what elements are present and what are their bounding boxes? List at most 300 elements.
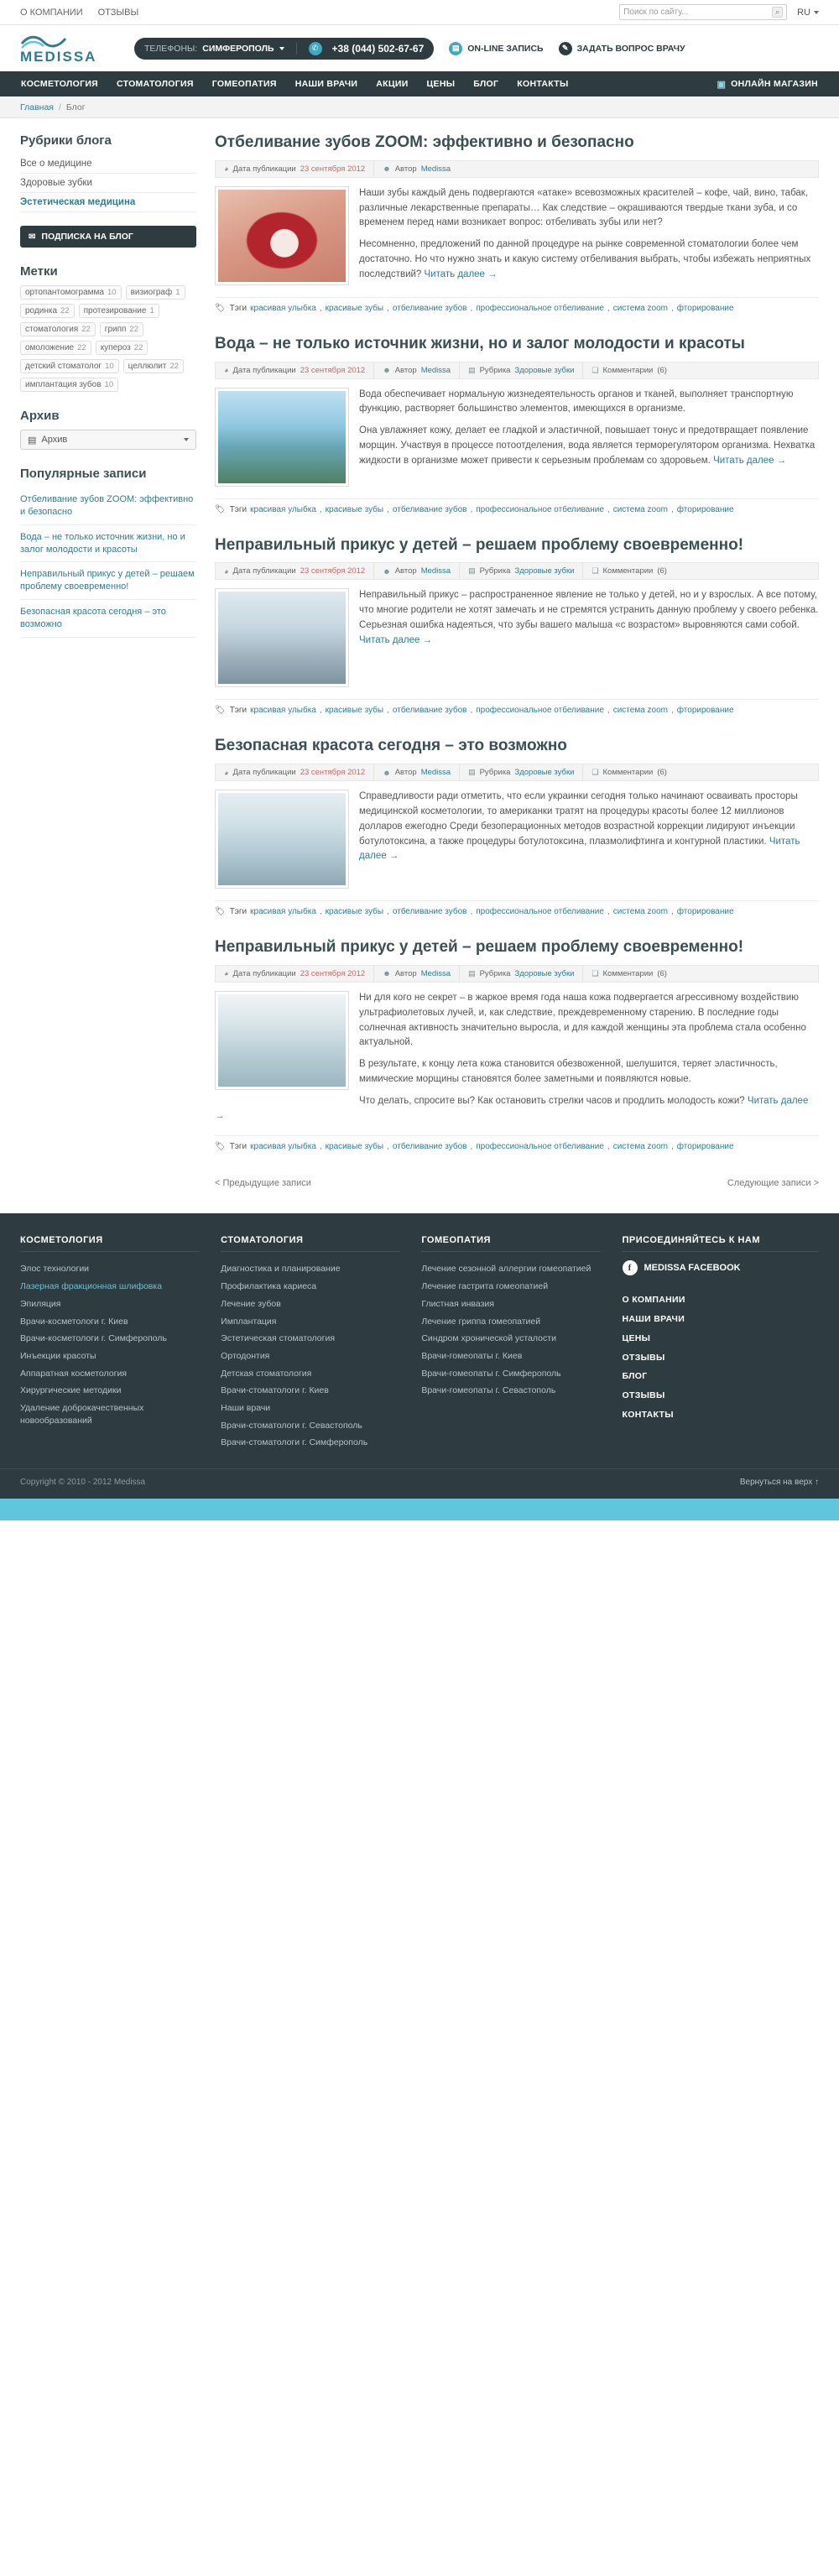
nav-item-cosmetology[interactable]: КОСМЕТОЛОГИЯ xyxy=(21,79,99,89)
tag-icon: 🏷 xyxy=(215,303,226,313)
post-tag-link[interactable]: фторирование xyxy=(676,907,734,917)
post-tags-label-wrap xyxy=(215,706,247,715)
list-item[interactable] xyxy=(421,1382,600,1400)
post-tag-link[interactable]: красивые зубы xyxy=(325,907,384,917)
post-tag-link[interactable]: профессиональное отбеливание xyxy=(476,303,604,313)
list-item[interactable] xyxy=(623,1405,819,1425)
calendar-icon: ▤ xyxy=(28,435,37,446)
read-more-link[interactable]: Читать далее → xyxy=(359,634,433,645)
post-tags: 🏷 Тэги красивая улыбка , красивые зубы , отбеливание зубов , профессиональное отбеливание , система zoom , фторирование xyxy=(215,297,819,313)
list-item[interactable] xyxy=(20,1348,199,1365)
post-comments-count: (6) xyxy=(657,768,667,778)
post-thumbnail[interactable] xyxy=(215,588,349,687)
post-paragraph: Вода обеспечивает нормальную жизнедеятельность органов и тканей, выполняет транспортную функцию, растворяет большинство элементов, имеющихся в организме. xyxy=(359,388,794,415)
sidebar-rubrics-title: Рубрики блога xyxy=(20,133,112,148)
footer-link: Хирургические методики xyxy=(20,1385,122,1396)
list-item[interactable] xyxy=(221,1313,399,1331)
post-rubric-label: Рубрика xyxy=(479,968,511,978)
post-body xyxy=(215,186,819,292)
footer-link: Лечение гриппа гомеопатией xyxy=(421,1316,541,1327)
back-to-top-link[interactable]: Вернуться на верх ↑ xyxy=(739,1478,819,1488)
main-navigation xyxy=(0,71,839,96)
list-item[interactable] xyxy=(20,1400,199,1429)
list-item[interactable] xyxy=(221,1260,399,1278)
tag-chip[interactable] xyxy=(126,285,185,300)
post-author xyxy=(374,161,459,177)
sidebar-item-label: Здоровые зубки xyxy=(20,178,92,188)
post-rubric-value[interactable]: Здоровые зубки xyxy=(514,968,575,978)
comment-icon: ❏ xyxy=(591,365,599,374)
post-title[interactable]: Неправильный прикус у детей – решаем проблему своевременно! xyxy=(215,938,744,957)
post-tags-label: Тэги xyxy=(229,706,248,716)
tag-label: родинка xyxy=(25,306,58,315)
footer-link-list xyxy=(20,1260,199,1429)
tag-icon: 🏷 xyxy=(215,1142,226,1152)
list-item[interactable] xyxy=(20,1296,199,1313)
list-item[interactable] xyxy=(20,1313,199,1331)
sidebar-item-healthy-teeth[interactable] xyxy=(20,174,196,193)
post-tag-link[interactable]: фторирование xyxy=(676,303,734,313)
nav-item-blog[interactable]: БЛОГ xyxy=(473,79,499,89)
tag-cloud xyxy=(20,285,196,392)
tag-chip[interactable] xyxy=(96,341,149,355)
post-date-value: 23 сентября 2012 xyxy=(300,566,366,576)
read-more-link[interactable]: Читать далее → xyxy=(215,1095,809,1121)
popular-post-link: Вода – не только источник жизни, но и залог молодости и красоты xyxy=(20,531,185,555)
post-tag-link[interactable]: красивая улыбка xyxy=(250,706,316,716)
tag-icon: 🏷 xyxy=(215,706,226,716)
post-tags: 🏷 Тэги красивая улыбка , красивые зубы , отбеливание зубов , профессиональное отбеливание , система zoom , фторирование xyxy=(215,498,819,514)
utility-link-reviews[interactable]: ОТЗЫВЫ xyxy=(97,7,139,18)
list-item[interactable] xyxy=(421,1313,600,1331)
post-tag-link[interactable]: система zoom xyxy=(612,706,668,716)
tag-chip[interactable] xyxy=(100,322,143,336)
read-more-link[interactable]: Читать далее → xyxy=(424,269,498,279)
post-tag-link[interactable]: система zoom xyxy=(612,907,668,917)
list-item[interactable] xyxy=(20,1278,199,1296)
read-more-link[interactable]: Читать далее → xyxy=(359,836,800,862)
sidebar-item-aesthetic-medicine[interactable] xyxy=(20,193,196,212)
chevron-down-icon xyxy=(184,438,189,441)
copyright-bar xyxy=(0,1468,839,1499)
tag-label: стоматология xyxy=(25,325,79,334)
footer-link: Имплантация xyxy=(221,1316,277,1327)
search-input[interactable] xyxy=(619,4,787,20)
phones-label: ТЕЛЕФОНЫ: xyxy=(144,43,198,54)
facebook-link[interactable] xyxy=(623,1260,819,1275)
post-tag-link[interactable]: отбеливание зубов xyxy=(392,1142,467,1152)
list-item[interactable] xyxy=(421,1365,600,1383)
post-comments xyxy=(583,764,675,780)
tag-count: 22 xyxy=(77,343,86,352)
footer-link: Синдром хронической усталости xyxy=(421,1333,556,1344)
post-image-water-splash-face xyxy=(218,994,346,1087)
post-author-label: Автор xyxy=(394,968,417,978)
utility-bar xyxy=(0,0,839,25)
post-image-drinking-water xyxy=(218,391,346,483)
ask-doctor-button[interactable] xyxy=(559,42,685,55)
tag-chip[interactable] xyxy=(20,341,91,355)
footer-link: Ортодонтия xyxy=(221,1350,270,1361)
post-list xyxy=(215,133,819,1188)
list-item[interactable] xyxy=(623,1386,819,1405)
phone-number[interactable]: +38 (044) 502-67-67 xyxy=(331,42,425,55)
post-paragraph-text: Что делать, спросите вы? Как остановить стрелки часов и продлить молодость кожи? xyxy=(359,1095,745,1106)
post-author-value[interactable]: Medissa xyxy=(420,566,451,576)
read-more-link[interactable]: Читать далее → xyxy=(713,455,787,466)
post-tag-link[interactable]: фторирование xyxy=(676,706,734,716)
blog-post xyxy=(215,938,819,1151)
site-footer xyxy=(0,1213,839,1468)
post-rubric-value[interactable]: Здоровые зубки xyxy=(514,365,575,375)
tag-chip[interactable] xyxy=(20,304,75,318)
tag-label: омоложение xyxy=(25,343,75,352)
tag-count: 22 xyxy=(129,325,138,334)
search-placeholder: Поиск по сайту... xyxy=(623,8,689,17)
tag-chip[interactable] xyxy=(79,304,159,318)
breadcrumb xyxy=(0,96,839,118)
footer-link: Лечение зубов xyxy=(221,1298,281,1309)
facebook-label: MEDISSA FACEBOOK xyxy=(644,1263,741,1274)
sidebar-archive-title: Архив xyxy=(20,409,60,423)
footer-link: ОТЗЫВЫ xyxy=(622,1352,665,1363)
tag-label: протезирование xyxy=(83,306,147,315)
list-item[interactable] xyxy=(221,1348,399,1365)
footer-column-homeopathy xyxy=(421,1235,600,1452)
post-paragraph-text: Неправильный прикус – распространенное явление не только у детей, но и у взрослых. А все потому, что многие родители не хотят замечать и не стремятся устранить данную проблему у своего ребенка. Серьезная ошибка надеяться, что зубы вашего малыша «с возрастом» выровняются сами собой. xyxy=(359,590,819,631)
list-item[interactable] xyxy=(221,1400,399,1417)
list-item[interactable] xyxy=(221,1417,399,1435)
post-paragraph: Наши зубы каждый день подвергаются «атаке» всевозможных красителей – кофе, чай, вино, табак, различные лекарственные препараты… Как следствие – окрашиваются твердые ткани зуба, и со временем перед нами возникает вопрос: отбеливать зубы или нет? xyxy=(359,187,809,228)
post-body xyxy=(215,790,819,895)
user-icon: ☻ xyxy=(383,566,391,576)
post-title[interactable]: Отбеливание зубов ZOOM: эффективно и безопасно xyxy=(215,133,634,151)
comment-icon: ❏ xyxy=(591,768,599,777)
footer-link: Врачи-гомеопаты г. Севастополь xyxy=(421,1385,556,1396)
post-tag-link[interactable]: система zoom xyxy=(612,504,668,514)
list-item[interactable] xyxy=(421,1330,600,1348)
post-tags-label: Тэги xyxy=(229,907,248,917)
post-tags: 🏷 Тэги красивая улыбка , красивые зубы , отбеливание зубов , профессиональное отбеливание , система zoom , фторирование xyxy=(215,1135,819,1151)
header-contacts xyxy=(134,38,819,60)
footer-link: Лазерная фракционная шлифовка xyxy=(20,1281,163,1292)
sidebar-rubrics-list xyxy=(20,154,196,212)
post-tag-link[interactable]: красивые зубы xyxy=(325,504,384,514)
pagination-prev[interactable]: < Предыдущие записи xyxy=(215,1178,311,1189)
post-meta xyxy=(215,965,819,983)
tag-count: 22 xyxy=(60,306,70,315)
city-selector-value[interactable]: СИМФЕРОПОЛЬ xyxy=(202,43,274,54)
list-item[interactable] xyxy=(221,1278,399,1296)
logo[interactable] xyxy=(20,32,129,65)
tag-label: целлюлит xyxy=(128,362,167,371)
sidebar-item-all-medicine[interactable] xyxy=(20,154,196,174)
tag-label: имплантация зубов xyxy=(25,380,102,389)
post-author-value[interactable]: Medissa xyxy=(420,968,451,978)
user-icon: ☻ xyxy=(383,366,391,375)
tag-chip[interactable] xyxy=(20,378,118,392)
phone-icon: ✆ xyxy=(309,42,322,55)
post-thumbnail[interactable] xyxy=(215,388,349,487)
post-tag-link[interactable]: отбеливание зубов xyxy=(392,706,467,716)
post-tag-link[interactable]: красивая улыбка xyxy=(250,907,316,917)
footer-link-list xyxy=(221,1260,399,1452)
post-tag-link[interactable]: красивая улыбка xyxy=(250,1142,316,1152)
post-author xyxy=(374,563,460,579)
post-tag-link[interactable]: профессиональное отбеливание xyxy=(476,504,604,514)
post-comments xyxy=(583,966,675,982)
logo-text: MEDISSA xyxy=(20,48,97,65)
post-tag-link[interactable]: отбеливание зубов xyxy=(392,303,467,313)
footer-link: НАШИ ВРАЧИ xyxy=(622,1314,685,1325)
post-tag-link[interactable]: система zoom xyxy=(612,303,668,313)
footer-link: Врачи-косметологи г. Киев xyxy=(20,1316,128,1327)
clock-icon: ◕ xyxy=(224,366,229,375)
post-comments-count: (6) xyxy=(657,566,667,576)
list-item[interactable] xyxy=(221,1330,399,1348)
divider xyxy=(296,43,297,55)
post-author-value[interactable]: Medissa xyxy=(420,768,451,778)
tag-count: 10 xyxy=(107,288,117,297)
list-item[interactable] xyxy=(221,1434,399,1452)
folder-icon: ▤ xyxy=(468,365,476,374)
tag-chip[interactable] xyxy=(20,322,96,336)
footer-column-title: ГОМЕОПАТИЯ xyxy=(421,1235,600,1252)
post-image-spa-treatment xyxy=(218,793,346,885)
post-author-label: Автор xyxy=(394,365,417,375)
utility-links xyxy=(20,8,138,18)
post-paragraph-text: Справедливости ради отметить, что если украинки сегодня только начинают осваивать просторы медицинской косметологии, то американки тратят на процедуры красоты более 12 миллионов долларов ежегодно Среди безоперационных методов возрастной коррекции лидируют инъекции ботулотоксина, а также процедуры ботулотоксина, плазмолифтинга и контурной пластики. xyxy=(359,791,798,847)
footer-link: Лечение сезонной аллергии гомеопатией xyxy=(421,1264,591,1275)
nav-item-doctors[interactable]: НАШИ ВРАЧИ xyxy=(294,79,358,89)
post-tag-link[interactable]: красивая улыбка xyxy=(250,303,316,313)
post-date xyxy=(216,161,374,177)
tag-icon: 🏷 xyxy=(215,504,226,514)
nav-item-homeopathy[interactable]: ГОМЕОПАТИЯ xyxy=(211,79,277,89)
footer-link: Врачи-стоматологи г. Киев xyxy=(221,1385,329,1396)
footer-link: Врачи-гомеопаты г. Киев xyxy=(421,1350,523,1361)
nav-item-prices[interactable]: ЦЕНЫ xyxy=(426,79,456,89)
list-item[interactable] xyxy=(421,1348,600,1365)
post-tag-link[interactable]: красивые зубы xyxy=(325,1142,384,1152)
pagination-next[interactable]: Следующие записи > xyxy=(727,1178,819,1189)
utility-link-about[interactable]: О КОМПАНИИ xyxy=(20,7,83,18)
footer-link: БЛОГ xyxy=(622,1371,648,1382)
tag-chip[interactable] xyxy=(20,359,119,373)
list-item[interactable] xyxy=(20,1260,199,1278)
footer-link: Эпиляция xyxy=(20,1298,61,1309)
list-item[interactable] xyxy=(623,1348,819,1368)
list-item[interactable] xyxy=(20,525,196,563)
user-icon: ☻ xyxy=(383,768,391,777)
post-image-teeth-pearls xyxy=(218,190,346,282)
post-tag-link[interactable]: система zoom xyxy=(612,1142,668,1152)
tag-icon: 🏷 xyxy=(215,907,226,917)
post-meta xyxy=(215,562,819,580)
post-paragraph: В результате, к концу лета кожа становится обезвоженной, шелушится, теряет эластичность, мимические морщины становятся более заметными и появляются новые. xyxy=(359,1059,778,1085)
post-tags: 🏷 Тэги красивая улыбка , красивые зубы , отбеливание зубов , профессиональное отбеливание , система zoom , фторирование xyxy=(215,900,819,916)
post-author-value[interactable]: Medissa xyxy=(420,164,451,174)
post-body xyxy=(215,588,819,694)
post-tag-link[interactable]: профессиональное отбеливание xyxy=(476,1142,604,1152)
sidebar-item-label: Все о медицине xyxy=(20,159,92,169)
list-item[interactable] xyxy=(221,1382,399,1400)
post-title[interactable]: Безопасная красота сегодня – это возможно xyxy=(215,737,567,755)
list-item[interactable] xyxy=(623,1291,819,1310)
tag-chip[interactable] xyxy=(123,359,184,373)
chevron-down-icon xyxy=(814,11,819,14)
list-item[interactable] xyxy=(623,1310,819,1329)
footer-link: О КОМПАНИИ xyxy=(622,1295,685,1306)
list-item[interactable] xyxy=(20,1382,199,1400)
post-tag-link[interactable]: красивая улыбка xyxy=(250,504,316,514)
post-rubric-value[interactable]: Здоровые зубки xyxy=(514,768,575,778)
post-author xyxy=(374,966,460,982)
archive-select[interactable] xyxy=(20,430,196,450)
post-tag-link[interactable]: фторирование xyxy=(676,504,734,514)
post-thumbnail[interactable] xyxy=(215,991,349,1090)
nav-item-contacts[interactable]: КОНТАКТЫ xyxy=(517,79,569,89)
post-date-label: Дата публикации xyxy=(232,365,296,375)
post-meta xyxy=(215,362,819,379)
list-item[interactable] xyxy=(20,1330,199,1348)
site-header xyxy=(0,25,839,71)
footer-link: Врачи-стоматологи г. Севастополь xyxy=(221,1420,362,1431)
post-title[interactable]: Неправильный прикус у детей – решаем проблему своевременно! xyxy=(215,535,744,554)
post-tags-label-wrap xyxy=(215,1142,247,1151)
post-date xyxy=(216,563,374,579)
post-tag-link[interactable]: отбеливание зубов xyxy=(392,907,467,917)
list-item[interactable] xyxy=(421,1296,600,1313)
list-item[interactable] xyxy=(421,1260,600,1278)
list-item[interactable] xyxy=(623,1367,819,1386)
language-selector[interactable] xyxy=(797,8,819,18)
sidebar-popular-title: Популярные записи xyxy=(20,467,147,481)
post-rubric-label: Рубрика xyxy=(479,365,511,375)
post-paragraph xyxy=(215,1094,819,1124)
tag-count: 22 xyxy=(169,362,180,371)
post-thumbnail[interactable] xyxy=(215,186,349,285)
tag-count: 22 xyxy=(81,325,91,334)
post-comments-count: (6) xyxy=(657,365,667,375)
footer-link: Детская стоматология xyxy=(221,1368,312,1379)
post-title[interactable]: Вода – не только источник жизни, но и залог молодости и красоты xyxy=(215,334,745,352)
footer-link: Профилактика кариеса xyxy=(221,1281,317,1292)
footer-link: Глистная инвазия xyxy=(421,1298,494,1309)
breadcrumb-home[interactable]: Главная xyxy=(20,102,54,112)
folder-icon: ▤ xyxy=(468,968,476,978)
post-meta xyxy=(215,764,819,781)
post-tags: 🏷 Тэги красивая улыбка , красивые зубы , отбеливание зубов , профессиональное отбеливание , система zoom , фторирование xyxy=(215,699,819,715)
tag-chip[interactable] xyxy=(20,285,122,300)
subscribe-button-label: ПОДПИСКА НА БЛОГ xyxy=(41,232,133,242)
list-item[interactable] xyxy=(20,1365,199,1383)
tag-label: детский стоматолог xyxy=(25,362,102,371)
post-thumbnail[interactable] xyxy=(215,790,349,889)
post-comments-label: Комментарии xyxy=(602,968,654,978)
facebook-icon: f xyxy=(623,1260,638,1275)
post-tags-label: Тэги xyxy=(229,504,248,514)
footer-link: Эстетическая стоматология xyxy=(221,1333,336,1344)
folder-icon: ▤ xyxy=(468,566,476,576)
post-date-value: 23 сентября 2012 xyxy=(300,768,366,778)
utility-right xyxy=(619,4,819,20)
blog-post xyxy=(215,335,819,514)
breadcrumb-separator: / xyxy=(58,102,61,112)
post-rubric xyxy=(460,563,583,579)
footer-column-social xyxy=(623,1235,819,1452)
online-booking-label: ON-LINE ЗАПИСЬ xyxy=(467,43,544,54)
list-item[interactable] xyxy=(421,1278,600,1296)
post-date-label: Дата публикации xyxy=(232,968,296,978)
footer-link: Врачи-стоматологи г. Симферополь xyxy=(221,1437,368,1448)
post-date-value: 23 сентября 2012 xyxy=(300,968,366,978)
online-booking-button[interactable] xyxy=(449,42,543,55)
clock-icon: ◕ xyxy=(224,969,229,978)
post-tag-link[interactable]: красивые зубы xyxy=(325,303,384,313)
post-author-value[interactable]: Medissa xyxy=(420,365,451,375)
list-item[interactable] xyxy=(221,1365,399,1383)
post-rubric-value[interactable]: Здоровые зубки xyxy=(514,566,575,576)
post-date-label: Дата публикации xyxy=(232,164,296,174)
post-author-label: Автор xyxy=(394,566,417,576)
post-tag-link[interactable]: профессиональное отбеливание xyxy=(476,706,604,716)
sidebar-item-label: Эстетическая медицина xyxy=(20,197,136,207)
nav-item-dentistry[interactable]: СТОМАТОЛОГИЯ xyxy=(117,79,194,89)
post-tags-label-wrap xyxy=(215,304,247,313)
tag-count: 10 xyxy=(105,362,114,371)
post-paragraph: Ни для кого не секрет – в жаркое время года наша кожа подвергается агрессивному воздействию ультрафиолетовых лучей, и, как следствие, преждевременному старению. В последние годы солнечная активность значительно выросла, и для каждой женщины эта проблема стала особенно актуальной. xyxy=(359,992,806,1048)
list-item[interactable] xyxy=(20,600,196,638)
post-date xyxy=(216,362,374,378)
list-item[interactable] xyxy=(623,1329,819,1348)
nav-item-online-shop[interactable] xyxy=(707,71,827,96)
subscribe-button[interactable] xyxy=(20,226,196,248)
phones-pill[interactable] xyxy=(134,38,434,60)
post-date xyxy=(216,764,374,780)
folder-icon: ▤ xyxy=(468,768,476,777)
mail-icon: ✉ xyxy=(29,232,36,242)
post-tags-label: Тэги xyxy=(229,303,248,313)
list-item[interactable] xyxy=(20,488,196,525)
post-comments xyxy=(583,362,675,378)
footer-column-dentistry xyxy=(221,1235,399,1452)
bottom-accent-bar xyxy=(0,1499,839,1520)
copyright-text: Copyright © 2010 - 2012 Medissa xyxy=(20,1478,146,1488)
post-body xyxy=(215,991,819,1131)
footer-link: Аппаратная косметология xyxy=(20,1368,127,1379)
post-author-label: Автор xyxy=(394,768,417,778)
post-tag-link[interactable]: отбеливание зубов xyxy=(392,504,467,514)
nav-item-promos[interactable]: АКЦИИ xyxy=(376,79,409,89)
footer-link: ОТЗЫВЫ xyxy=(622,1390,665,1400)
post-tag-link[interactable]: фторирование xyxy=(676,1142,734,1152)
search-icon[interactable]: ⌕ xyxy=(772,7,783,18)
footer-link: Элос технологии xyxy=(20,1264,90,1275)
list-item[interactable] xyxy=(221,1296,399,1313)
post-paragraph-text: Она увлажняет кожу, делает ее гладкой и эластичной, повышает тонус и предотвращает появление морщин. Участвуя в процессе потоотделения, вода является терморегулятором организма. Нехватка жидкости в организме может привести к серьезным проблемам со здоровьем. xyxy=(359,425,816,466)
tag-label: визиограф xyxy=(130,288,173,297)
list-item[interactable] xyxy=(20,562,196,600)
post-date-value: 23 сентября 2012 xyxy=(300,365,366,375)
clock-icon: ◕ xyxy=(224,768,229,777)
calendar-icon: ▤ xyxy=(449,42,462,55)
post-tag-link[interactable]: красивые зубы xyxy=(325,706,384,716)
post-comments-count: (6) xyxy=(657,968,667,978)
post-tag-link[interactable]: профессиональное отбеливание xyxy=(476,907,604,917)
footer-link: Диагностика и планирование xyxy=(221,1264,341,1275)
blog-post xyxy=(215,133,819,313)
